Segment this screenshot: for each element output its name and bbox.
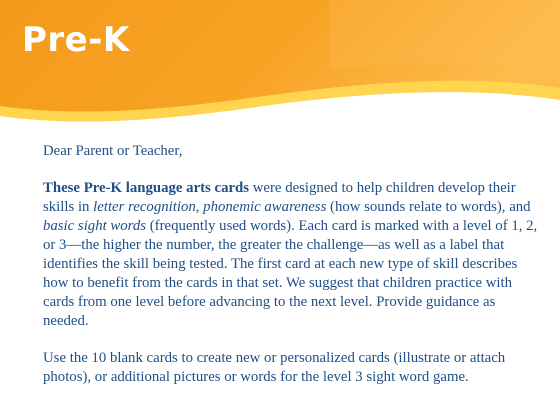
italic-term-letter-recognition: letter recognition xyxy=(93,199,196,215)
salutation: Dear Parent or Teacher, xyxy=(43,143,183,159)
bold-lead-text: These Pre-K language arts cards xyxy=(43,180,250,196)
italic-term-basic-sight-words: basic sight words xyxy=(43,218,147,234)
letter-body xyxy=(43,142,543,405)
page-title: Pre-K xyxy=(22,20,130,60)
paragraph-text: (how sounds relate to words), and xyxy=(326,199,531,215)
paragraph-text: were designed to help children develop their skills in xyxy=(43,180,516,215)
italic-term-phonemic-awareness: phonemic awareness xyxy=(203,199,327,215)
paragraph-text: , xyxy=(195,199,204,215)
intro-paragraph xyxy=(43,179,543,331)
blank-cards-paragraph: Use the 10 blank cards to create new or personalized cards (illustrate or attach photos), or additional pictures or words for the level 3 sight word game. xyxy=(43,350,506,385)
paragraph-text: (frequently used words). Each card is marked with a level of 1, 2, or 3—the higher the number, the greater the challenge—as well as a label that identifies the skill being tested. The first card at each new type of skill describes how to benefit from the cards in that set. We suggest that children practice with cards from one level before advancing to the next level. Provide guidance as needed. xyxy=(43,218,538,329)
